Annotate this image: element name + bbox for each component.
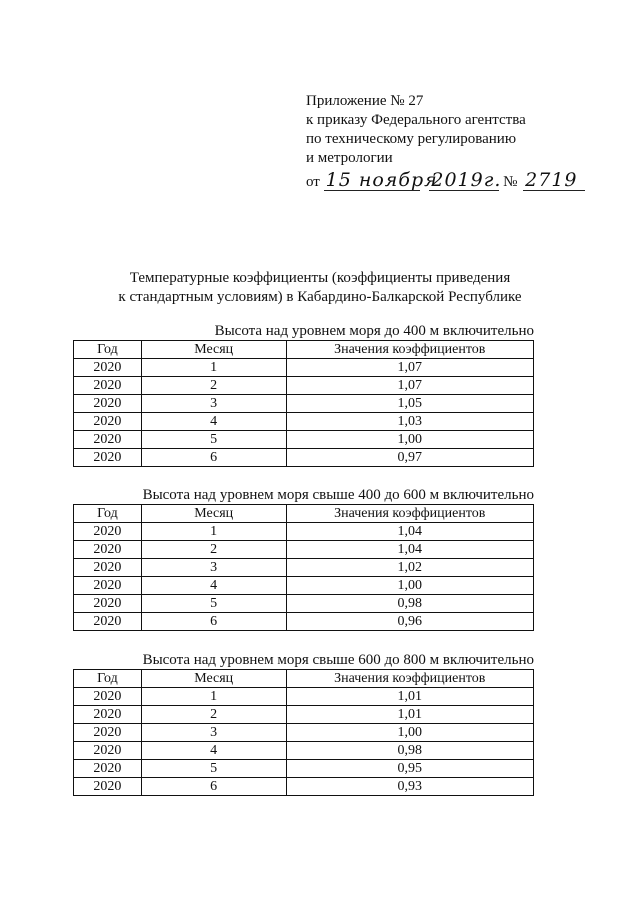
column-header-value: Значения коэффициентов (286, 341, 534, 359)
cell-value: 1,00 (286, 724, 534, 742)
table-row (74, 413, 534, 431)
column-header-month: Месяц (141, 670, 286, 688)
coefficients-table (73, 669, 534, 796)
cell-year: 2020 (74, 413, 142, 431)
cell-month: 2 (141, 377, 286, 395)
cell-value: 1,03 (286, 413, 534, 431)
cell-value: 0,98 (286, 742, 534, 760)
table-block-up-to-400 (73, 323, 534, 467)
table-heading: Высота над уровнем моря до 400 м включительно (214, 323, 534, 339)
table-row (74, 431, 534, 449)
table-row (74, 395, 534, 413)
table-row (74, 706, 534, 724)
cell-year: 2020 (74, 706, 142, 724)
cell-month: 1 (141, 359, 286, 377)
column-header-month: Месяц (141, 505, 286, 523)
cell-value: 0,96 (286, 613, 534, 631)
cell-month: 6 (141, 613, 286, 631)
handwritten-number: 2719 (523, 170, 585, 191)
cell-year: 2020 (74, 577, 142, 595)
column-header-year: Год (74, 670, 142, 688)
cell-month: 3 (141, 559, 286, 577)
cell-month: 4 (141, 413, 286, 431)
table-row (74, 559, 534, 577)
cell-month: 1 (141, 523, 286, 541)
cell-value: 1,01 (286, 706, 534, 724)
cell-year: 2020 (74, 724, 142, 742)
table-row (74, 577, 534, 595)
appendix-line: к приказу Федерального агентства (306, 112, 526, 128)
column-header-year: Год (74, 341, 142, 359)
cell-month: 2 (141, 706, 286, 724)
handwritten-date: 15 ноября (325, 169, 438, 191)
appendix-line: и метрологии (306, 150, 393, 166)
cell-value: 1,05 (286, 395, 534, 413)
cell-year: 2020 (74, 541, 142, 559)
cell-value: 1,01 (286, 688, 534, 706)
table-row (74, 377, 534, 395)
number-label: № (503, 174, 518, 190)
table-row (74, 613, 534, 631)
cell-year: 2020 (74, 742, 142, 760)
cell-value: 0,93 (286, 778, 534, 796)
table-row (74, 523, 534, 541)
cell-year: 2020 (74, 778, 142, 796)
cell-month: 1 (141, 688, 286, 706)
cell-month: 3 (141, 724, 286, 742)
column-header-month: Месяц (141, 341, 286, 359)
table-row (74, 724, 534, 742)
table-block-400-to-600 (73, 487, 534, 631)
cell-value: 1,07 (286, 359, 534, 377)
cell-value: 0,97 (286, 449, 534, 467)
table-row (74, 541, 534, 559)
cell-year: 2020 (74, 613, 142, 631)
cell-year: 2020 (74, 559, 142, 577)
handwritten-year: 2019г. (431, 169, 502, 191)
cell-month: 5 (141, 760, 286, 778)
title-line: Температурные коэффициенты (коэффициенты приведения (129, 270, 511, 286)
table-row (74, 688, 534, 706)
cell-month: 5 (141, 595, 286, 613)
cell-year: 2020 (74, 523, 142, 541)
column-header-year: Год (74, 505, 142, 523)
coefficients-table (73, 504, 534, 631)
cell-month: 4 (141, 742, 286, 760)
table-heading: Высота над уровнем моря свыше 400 до 600 м включительно (142, 487, 534, 503)
cell-year: 2020 (74, 377, 142, 395)
cell-year: 2020 (74, 395, 142, 413)
table-header-row (74, 505, 534, 523)
table-row (74, 449, 534, 467)
table-row (74, 359, 534, 377)
table-row (74, 742, 534, 760)
cell-value: 1,00 (286, 431, 534, 449)
table-row (74, 760, 534, 778)
from-label: от (306, 174, 320, 190)
cell-value: 1,04 (286, 523, 534, 541)
cell-month: 2 (141, 541, 286, 559)
cell-year: 2020 (74, 760, 142, 778)
cell-year: 2020 (74, 431, 142, 449)
cell-value: 1,02 (286, 559, 534, 577)
cell-value: 1,00 (286, 577, 534, 595)
column-header-value: Значения коэффициентов (286, 505, 534, 523)
coefficients-table (73, 340, 534, 467)
appendix-header (306, 92, 585, 192)
cell-value: 1,07 (286, 377, 534, 395)
cell-value: 0,95 (286, 760, 534, 778)
table-block-600-to-800 (73, 652, 534, 796)
cell-month: 4 (141, 577, 286, 595)
cell-year: 2020 (74, 595, 142, 613)
order-reference (306, 170, 585, 192)
cell-year: 2020 (74, 688, 142, 706)
cell-year: 2020 (74, 359, 142, 377)
table-header-row (74, 670, 534, 688)
appendix-line: Приложение № 27 (306, 93, 424, 109)
cell-month: 3 (141, 395, 286, 413)
cell-value: 1,04 (286, 541, 534, 559)
table-row (74, 778, 534, 796)
document-title (0, 269, 640, 307)
table-row (74, 595, 534, 613)
title-line: к стандартным условиям) в Кабардино-Балкарской Республике (118, 289, 522, 305)
column-header-value: Значения коэффициентов (286, 670, 534, 688)
cell-value: 0,98 (286, 595, 534, 613)
table-heading: Высота над уровнем моря свыше 600 до 800 м включительно (142, 652, 534, 668)
table-header-row (74, 341, 534, 359)
cell-month: 5 (141, 431, 286, 449)
cell-month: 6 (141, 449, 286, 467)
cell-year: 2020 (74, 449, 142, 467)
appendix-line: по техническому регулированию (306, 131, 517, 147)
cell-month: 6 (141, 778, 286, 796)
